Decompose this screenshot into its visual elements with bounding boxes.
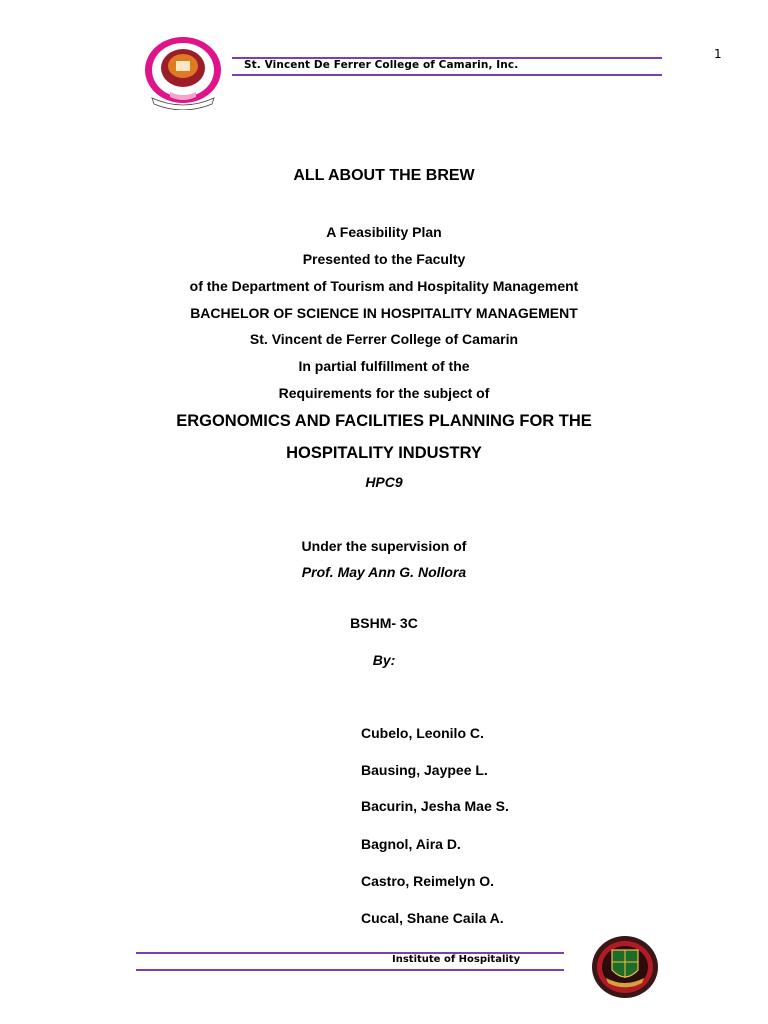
author-name: Castro, Reimelyn O. [361, 873, 495, 889]
author-name: Bausing, Jaypee L. [361, 762, 488, 778]
college-seal-logo [140, 34, 226, 110]
subtitle-line: Presented to the Faculty [302, 251, 466, 267]
by-label: By: [372, 652, 396, 668]
subject-title-line1: ERGONOMICS AND FACILITIES PLANNING FOR THE [176, 412, 592, 430]
document-title: ALL ABOUT THE BREW [293, 167, 475, 184]
header-rule-bottom [232, 74, 662, 76]
college-name: St. Vincent De Ferrer College of Camarin, Inc. [244, 59, 519, 71]
author-name: Cucal, Shane Caila A. [361, 910, 504, 926]
author-name: Cubelo, Leonilo C. [361, 725, 484, 741]
subject-title-line2: HOSPITALITY INDUSTRY [286, 444, 482, 462]
supervision-label: Under the supervision of [301, 538, 467, 554]
author-name: Bacurin, Jesha Mae S. [361, 798, 509, 814]
subtitle-line: of the Department of Tourism and Hospitality Management [189, 278, 579, 294]
subtitle-line: Requirements for the subject of [278, 385, 490, 401]
footer-rule-bottom [136, 969, 564, 971]
institute-name: Institute of Hospitality [392, 954, 521, 965]
subtitle-line: BACHELOR OF SCIENCE IN HOSPITALITY MANAGEMENT [190, 305, 578, 321]
subtitle-line: A Feasibility Plan [326, 224, 442, 240]
author-name: Bagnol, Aira D. [361, 836, 461, 852]
page-number: 1 [714, 47, 722, 61]
subject-code: HPC9 [365, 474, 403, 490]
subtitle-line: In partial fulfillment of the [298, 358, 470, 374]
supervisor-name: Prof. May Ann G. Nollora [301, 564, 467, 580]
section-label: BSHM- 3C [350, 615, 418, 631]
subtitle-line: St. Vincent de Ferrer College of Camarin [249, 331, 519, 347]
institute-emblem-logo [590, 934, 660, 1000]
